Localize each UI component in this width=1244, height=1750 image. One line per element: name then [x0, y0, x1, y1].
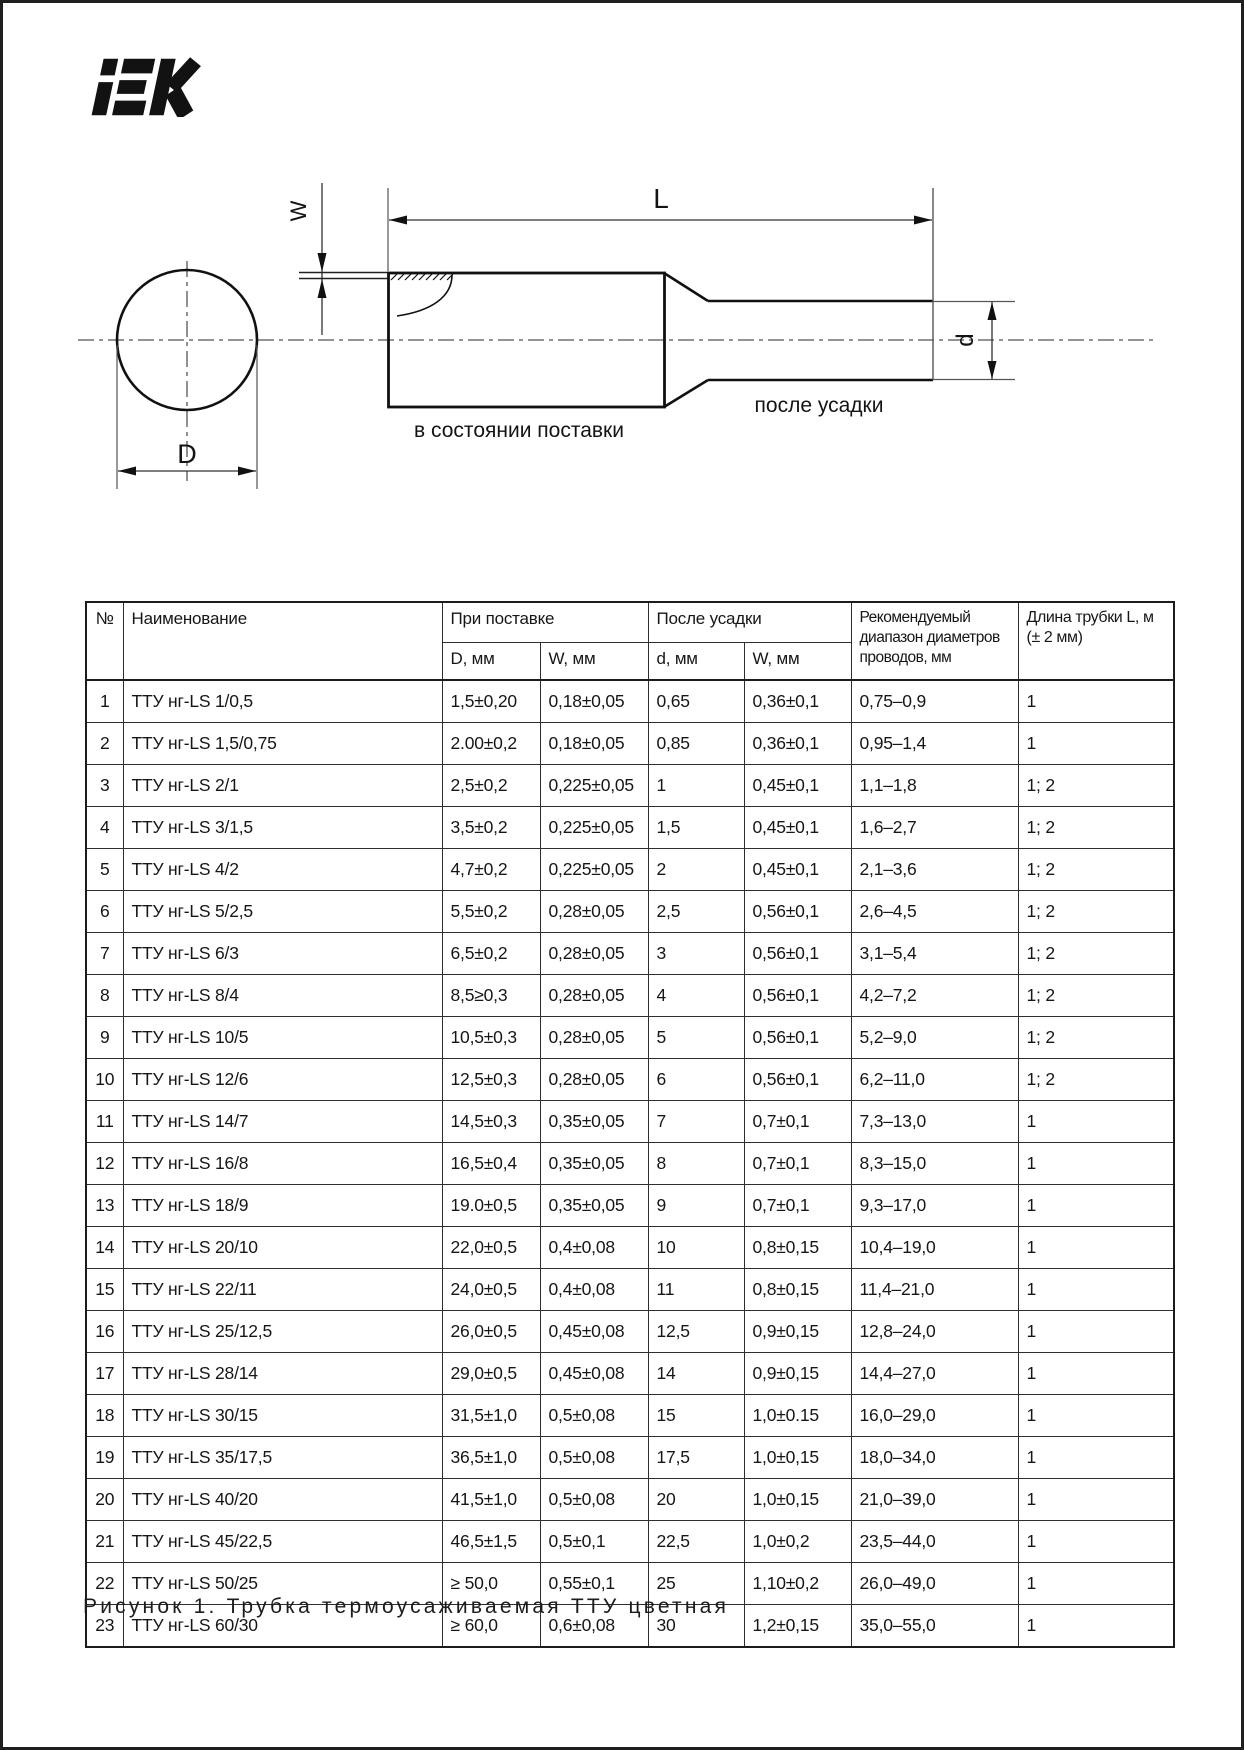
cell-wire-range: 0,75–0,9 — [851, 680, 1018, 723]
cell-num: 18 — [86, 1395, 123, 1437]
cell-length: 1 — [1018, 1605, 1174, 1648]
cell-d-supply: 6,5±0,2 — [442, 933, 540, 975]
dim-w-arrow-down — [318, 253, 327, 272]
cell-d-supply: 46,5±1,5 — [442, 1521, 540, 1563]
cell-length: 1 — [1018, 680, 1174, 723]
cell-w-shrink: 0,56±0,1 — [744, 1059, 851, 1101]
cell-wire-range: 12,8–24,0 — [851, 1311, 1018, 1353]
cell-w-shrink: 0,7±0,1 — [744, 1185, 851, 1227]
cell-name: ТТУ нг-LS 30/15 — [123, 1395, 442, 1437]
cell-d-shrink: 1 — [648, 765, 744, 807]
cell-d-shrink: 0,65 — [648, 680, 744, 723]
cell-wire-range: 10,4–19,0 — [851, 1227, 1018, 1269]
cell-name: ТТУ нг-LS 35/17,5 — [123, 1437, 442, 1479]
cell-d-shrink: 5 — [648, 1017, 744, 1059]
cell-d-supply: 36,5±1,0 — [442, 1437, 540, 1479]
table-row — [86, 807, 1174, 849]
cell-d-shrink: 15 — [648, 1395, 744, 1437]
table-row — [86, 1479, 1174, 1521]
cell-w-shrink: 0,9±0,15 — [744, 1353, 851, 1395]
figure-caption: Рисунок 1. Трубка термоусаживаемая ТТУ цветная — [83, 1595, 730, 1618]
cell-num: 20 — [86, 1479, 123, 1521]
inner-wall-curve — [397, 275, 452, 316]
table-row — [86, 891, 1174, 933]
col-header-num: № — [86, 602, 123, 680]
cell-w-shrink: 1,0±0,15 — [744, 1479, 851, 1521]
cell-wire-range: 1,1–1,8 — [851, 765, 1018, 807]
cell-d-supply: 41,5±1,0 — [442, 1479, 540, 1521]
cell-d-shrink: 12,5 — [648, 1311, 744, 1353]
col-header-d-shrink: d, мм — [648, 642, 744, 680]
dim-l-arrow-right — [914, 216, 932, 225]
cell-wire-range: 0,95–1,4 — [851, 723, 1018, 765]
cell-w-shrink: 0,56±0,1 — [744, 933, 851, 975]
cell-num: 14 — [86, 1227, 123, 1269]
cell-w-supply: 0,28±0,05 — [540, 1017, 648, 1059]
dim-d-big-arrow-right — [238, 467, 256, 476]
cell-num: 1 — [86, 680, 123, 723]
table-row — [86, 1311, 1174, 1353]
cell-name: ТТУ нг-LS 6/3 — [123, 933, 442, 975]
cell-w-shrink: 0,45±0,1 — [744, 849, 851, 891]
cell-length: 1; 2 — [1018, 1059, 1174, 1101]
technical-drawing — [3, 3, 1244, 523]
table-row — [86, 849, 1174, 891]
cell-name: ТТУ нг-LS 16/8 — [123, 1143, 442, 1185]
cell-d-supply: 10,5±0,3 — [442, 1017, 540, 1059]
dim-d-big-label: D — [177, 439, 197, 469]
cell-length: 1 — [1018, 1395, 1174, 1437]
cell-name: ТТУ нг-LS 14/7 — [123, 1101, 442, 1143]
cell-w-shrink: 0,7±0,1 — [744, 1143, 851, 1185]
cell-wire-range: 16,0–29,0 — [851, 1395, 1018, 1437]
cell-name: ТТУ нг-LS 50/25 — [123, 1563, 442, 1605]
spec-table-head — [86, 602, 1174, 680]
cell-d-supply: 31,5±1,0 — [442, 1395, 540, 1437]
cell-name: ТТУ нг-LS 28/14 — [123, 1353, 442, 1395]
cell-num: 5 — [86, 849, 123, 891]
cell-d-shrink: 2,5 — [648, 891, 744, 933]
cell-d-supply: 12,5±0,3 — [442, 1059, 540, 1101]
cell-w-shrink: 1,0±0.15 — [744, 1395, 851, 1437]
cell-num: 11 — [86, 1101, 123, 1143]
cell-d-supply: 2,5±0,2 — [442, 765, 540, 807]
cell-length: 1; 2 — [1018, 765, 1174, 807]
cell-wire-range: 2,6–4,5 — [851, 891, 1018, 933]
cell-length: 1 — [1018, 1353, 1174, 1395]
cell-w-supply: 0,45±0,08 — [540, 1311, 648, 1353]
cell-num: 2 — [86, 723, 123, 765]
cell-wire-range: 35,0–55,0 — [851, 1605, 1018, 1648]
cell-w-supply: 0,225±0,05 — [540, 807, 648, 849]
cell-length: 1 — [1018, 1479, 1174, 1521]
cell-w-shrink: 1,0±0,15 — [744, 1437, 851, 1479]
cell-w-supply: 0,6±0,08 — [540, 1605, 648, 1648]
cell-length: 1 — [1018, 1101, 1174, 1143]
cell-name: ТТУ нг-LS 1,5/0,75 — [123, 723, 442, 765]
cell-length: 1 — [1018, 723, 1174, 765]
cell-w-supply: 0,28±0,05 — [540, 1059, 648, 1101]
cell-d-supply: 8,5≥0,3 — [442, 975, 540, 1017]
cell-w-supply: 0,225±0,05 — [540, 849, 648, 891]
cell-d-supply: 16,5±0,4 — [442, 1143, 540, 1185]
cell-wire-range: 21,0–39,0 — [851, 1479, 1018, 1521]
cell-num: 7 — [86, 933, 123, 975]
cell-d-shrink: 2 — [648, 849, 744, 891]
cell-num: 3 — [86, 765, 123, 807]
cell-name: ТТУ нг-LS 8/4 — [123, 975, 442, 1017]
cell-name: ТТУ нг-LS 45/22,5 — [123, 1521, 442, 1563]
cell-num: 21 — [86, 1521, 123, 1563]
label-shrunk-state: после усадки — [754, 394, 884, 417]
table-row — [86, 765, 1174, 807]
table-row — [86, 1017, 1174, 1059]
spec-table-wrap — [85, 601, 1175, 1648]
cell-d-supply: 4,7±0,2 — [442, 849, 540, 891]
cell-w-shrink: 1,2±0,15 — [744, 1605, 851, 1648]
cell-length: 1 — [1018, 1311, 1174, 1353]
cell-num: 10 — [86, 1059, 123, 1101]
cell-d-supply: 22,0±0,5 — [442, 1227, 540, 1269]
cell-wire-range: 11,4–21,0 — [851, 1269, 1018, 1311]
cell-w-supply: 0,28±0,05 — [540, 891, 648, 933]
cell-w-shrink: 1,10±0,2 — [744, 1563, 851, 1605]
table-row — [86, 1101, 1174, 1143]
cell-name: ТТУ нг-LS 1/0,5 — [123, 680, 442, 723]
cell-w-supply: 0,18±0,05 — [540, 680, 648, 723]
cell-wire-range: 9,3–17,0 — [851, 1185, 1018, 1227]
cell-w-supply: 0,5±0,08 — [540, 1395, 648, 1437]
cell-length: 1; 2 — [1018, 849, 1174, 891]
cell-w-supply: 0,5±0,08 — [540, 1437, 648, 1479]
cell-d-shrink: 30 — [648, 1605, 744, 1648]
cell-name: ТТУ нг-LS 12/6 — [123, 1059, 442, 1101]
cell-w-supply: 0,225±0,05 — [540, 765, 648, 807]
cell-wire-range: 5,2–9,0 — [851, 1017, 1018, 1059]
cell-num: 15 — [86, 1269, 123, 1311]
spec-table-body — [86, 680, 1174, 1647]
cell-d-shrink: 6 — [648, 1059, 744, 1101]
cell-w-shrink: 0,56±0,1 — [744, 891, 851, 933]
cell-num: 8 — [86, 975, 123, 1017]
table-row — [86, 1227, 1174, 1269]
cell-w-supply: 0,55±0,1 — [540, 1563, 648, 1605]
table-row — [86, 1521, 1174, 1563]
cell-length: 1; 2 — [1018, 933, 1174, 975]
cell-w-supply: 0,28±0,05 — [540, 933, 648, 975]
wall-thickness-strip — [299, 273, 389, 279]
dim-l-arrow-left — [389, 216, 407, 225]
cell-num: 6 — [86, 891, 123, 933]
table-row — [86, 1353, 1174, 1395]
table-row — [86, 1269, 1174, 1311]
cell-length: 1; 2 — [1018, 975, 1174, 1017]
cell-w-shrink: 1,0±0,2 — [744, 1521, 851, 1563]
cell-length: 1 — [1018, 1521, 1174, 1563]
cell-d-supply: ≥ 50,0 — [442, 1563, 540, 1605]
cell-d-shrink: 9 — [648, 1185, 744, 1227]
table-row — [86, 680, 1174, 723]
cell-d-shrink: 17,5 — [648, 1437, 744, 1479]
cell-d-supply: 2.00±0,2 — [442, 723, 540, 765]
cell-w-shrink: 0,45±0,1 — [744, 765, 851, 807]
cell-wire-range: 4,2–7,2 — [851, 975, 1018, 1017]
col-header-length: Длина трубки L, м (± 2 мм) — [1018, 602, 1174, 680]
cell-w-supply: 0,5±0,1 — [540, 1521, 648, 1563]
cell-w-shrink: 0,7±0,1 — [744, 1101, 851, 1143]
table-row — [86, 933, 1174, 975]
cell-d-supply: 24,0±0,5 — [442, 1269, 540, 1311]
cell-name: ТТУ нг-LS 10/5 — [123, 1017, 442, 1059]
cell-d-supply: 26,0±0,5 — [442, 1311, 540, 1353]
cell-name: ТТУ нг-LS 40/20 — [123, 1479, 442, 1521]
dim-d-big-arrow-left — [118, 467, 136, 476]
cell-w-shrink: 0,45±0,1 — [744, 807, 851, 849]
dim-w-arrow-up — [318, 279, 327, 298]
cell-wire-range: 2,1–3,6 — [851, 849, 1018, 891]
cell-d-shrink: 10 — [648, 1227, 744, 1269]
cell-wire-range: 14,4–27,0 — [851, 1353, 1018, 1395]
table-row — [86, 1185, 1174, 1227]
col-header-name: Наименование — [123, 602, 442, 680]
dim-d-small-arrow-up — [988, 302, 997, 320]
cell-num: 12 — [86, 1143, 123, 1185]
cell-length: 1; 2 — [1018, 1017, 1174, 1059]
cell-d-supply: 14,5±0,3 — [442, 1101, 540, 1143]
cell-d-shrink: 22,5 — [648, 1521, 744, 1563]
cell-num: 23 — [86, 1605, 123, 1648]
cell-num: 22 — [86, 1563, 123, 1605]
col-header-d-supply: D, мм — [442, 642, 540, 680]
cell-length: 1 — [1018, 1437, 1174, 1479]
table-row — [86, 1059, 1174, 1101]
cell-d-shrink: 25 — [648, 1563, 744, 1605]
cell-w-shrink: 0,36±0,1 — [744, 680, 851, 723]
col-header-w-shrink: W, мм — [744, 642, 851, 680]
cell-name: ТТУ нг-LS 2/1 — [123, 765, 442, 807]
cell-w-supply: 0,4±0,08 — [540, 1227, 648, 1269]
cell-length: 1 — [1018, 1269, 1174, 1311]
col-header-wire-range: Рекомендуемый диапазон диаметров проводов, мм — [851, 602, 1018, 680]
cell-d-supply: 5,5±0,2 — [442, 891, 540, 933]
cell-name: ТТУ нг-LS 20/10 — [123, 1227, 442, 1269]
cell-w-shrink: 0,56±0,1 — [744, 975, 851, 1017]
cell-length: 1; 2 — [1018, 807, 1174, 849]
dim-d-small-arrow-down — [988, 361, 997, 379]
cell-d-shrink: 11 — [648, 1269, 744, 1311]
spec-table — [85, 601, 1175, 1648]
cell-d-supply: 3,5±0,2 — [442, 807, 540, 849]
cell-w-shrink: 0,36±0,1 — [744, 723, 851, 765]
cell-w-shrink: 0,9±0,15 — [744, 1311, 851, 1353]
cell-length: 1 — [1018, 1563, 1174, 1605]
cell-w-supply: 0,5±0,08 — [540, 1479, 648, 1521]
cell-length: 1; 2 — [1018, 891, 1174, 933]
cell-num: 19 — [86, 1437, 123, 1479]
cell-d-supply: 29,0±0,5 — [442, 1353, 540, 1395]
cell-d-shrink: 14 — [648, 1353, 744, 1395]
cell-d-shrink: 4 — [648, 975, 744, 1017]
table-row — [86, 1437, 1174, 1479]
cell-name: ТТУ нг-LS 18/9 — [123, 1185, 442, 1227]
cell-w-shrink: 0,8±0,15 — [744, 1269, 851, 1311]
cell-w-supply: 0,4±0,08 — [540, 1269, 648, 1311]
cell-d-shrink: 8 — [648, 1143, 744, 1185]
dim-w-label: W — [286, 200, 311, 222]
cell-name: ТТУ нг-LS 3/1,5 — [123, 807, 442, 849]
dim-l-label: L — [653, 183, 669, 214]
cell-name: ТТУ нг-LS 25/12,5 — [123, 1311, 442, 1353]
table-row — [86, 1395, 1174, 1437]
cell-w-supply: 0,18±0,05 — [540, 723, 648, 765]
cell-d-supply: 19.0±0,5 — [442, 1185, 540, 1227]
cell-wire-range: 3,1–5,4 — [851, 933, 1018, 975]
table-row — [86, 1143, 1174, 1185]
table-row — [86, 975, 1174, 1017]
cell-name: ТТУ нг-LS 22/11 — [123, 1269, 442, 1311]
cell-d-shrink: 20 — [648, 1479, 744, 1521]
cell-length: 1 — [1018, 1143, 1174, 1185]
cell-w-supply: 0,35±0,05 — [540, 1143, 648, 1185]
cell-w-shrink: 0,8±0,15 — [744, 1227, 851, 1269]
cell-w-supply: 0,28±0,05 — [540, 975, 648, 1017]
cell-wire-range: 6,2–11,0 — [851, 1059, 1018, 1101]
cell-d-supply: ≥ 60,0 — [442, 1605, 540, 1648]
label-supplied-state: в состоянии поставки — [414, 419, 624, 442]
cell-num: 4 — [86, 807, 123, 849]
cell-name: ТТУ нг-LS 60/30 — [123, 1605, 442, 1648]
cell-wire-range: 18,0–34,0 — [851, 1437, 1018, 1479]
cell-length: 1 — [1018, 1185, 1174, 1227]
cell-wire-range: 23,5–44,0 — [851, 1521, 1018, 1563]
cell-wire-range: 7,3–13,0 — [851, 1101, 1018, 1143]
cell-num: 13 — [86, 1185, 123, 1227]
col-header-supply-group: При поставке — [442, 602, 648, 642]
cell-d-shrink: 0,85 — [648, 723, 744, 765]
cell-d-shrink: 1,5 — [648, 807, 744, 849]
cell-num: 17 — [86, 1353, 123, 1395]
cell-w-supply: 0,35±0,05 — [540, 1185, 648, 1227]
col-header-shrink-group: После усадки — [648, 602, 851, 642]
cell-num: 16 — [86, 1311, 123, 1353]
cell-wire-range: 26,0–49,0 — [851, 1563, 1018, 1605]
table-row — [86, 723, 1174, 765]
cell-d-shrink: 7 — [648, 1101, 744, 1143]
col-header-w-supply: W, мм — [540, 642, 648, 680]
cell-num: 9 — [86, 1017, 123, 1059]
cell-name: ТТУ нг-LS 4/2 — [123, 849, 442, 891]
cell-d-shrink: 3 — [648, 933, 744, 975]
cell-w-shrink: 0,56±0,1 — [744, 1017, 851, 1059]
cell-wire-range: 8,3–15,0 — [851, 1143, 1018, 1185]
cell-w-supply: 0,35±0,05 — [540, 1101, 648, 1143]
cell-length: 1 — [1018, 1227, 1174, 1269]
cell-w-supply: 0,45±0,08 — [540, 1353, 648, 1395]
cell-name: ТТУ нг-LS 5/2,5 — [123, 891, 442, 933]
cell-d-supply: 1,5±0,20 — [442, 680, 540, 723]
cell-wire-range: 1,6–2,7 — [851, 807, 1018, 849]
dim-d-small-label: d — [952, 333, 979, 347]
